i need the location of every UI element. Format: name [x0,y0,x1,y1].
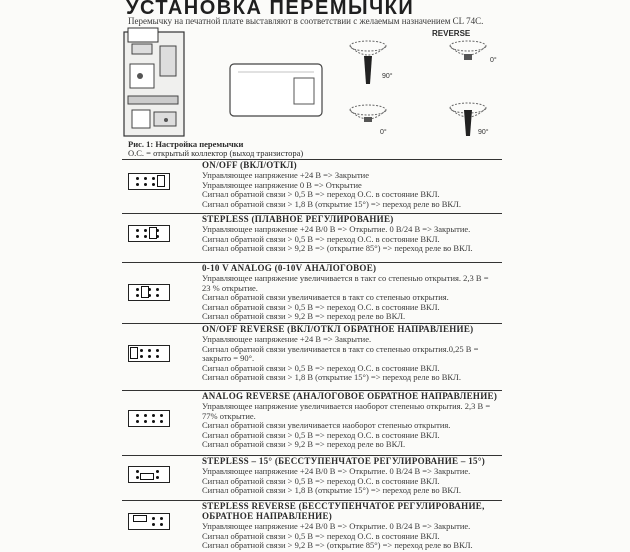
reverse-label: REVERSE [432,29,471,38]
section-line: Сигнал обратной связи > 0,5 В => переход О.С. в состояние ВКЛ. [202,189,440,200]
section-line: Сигнал обратной связи > 0,5 В => переход О.С. в состояние ВКЛ. [202,530,440,541]
section-heading: STEPLESS – 15° (БЕССТУПЕНЧАТОЕ РЕГУЛИРОВАНИЕ – 15°) [202,456,486,466]
jumper-diagram [128,225,170,242]
section-line: Управляющее напряжение +24 В/0 В => Открытие. 0 В/24 В => Закрытие. [202,466,471,476]
section-heading: STEPLESS (ПЛАВНОЕ РЕГУЛИРОВАНИЕ) [202,214,394,224]
section-analog-reverse [122,390,502,453]
section-line: Сигнал обратной связи > 9,2 В => (открытие 85°) => переход реле во ВКЛ. [202,540,473,551]
section-line: Сигнал обратной связи > 0,5 В => переход О.С. в состояние ВКЛ. [202,301,440,312]
section-heading-line: ОБРАТНОЕ НАПРАВЛЕНИЕ) [202,511,333,521]
valve-drawing-2 [450,41,486,60]
section-line: Управляющее напряжение увеличивается в такт со степенью открытия. 2,3 В = [202,273,489,283]
valve-drawing-1 [350,41,386,84]
jumper-diagram [128,173,170,190]
section-line: Сигнал обратной связи > 0,5 В => переход О.С. в состояние ВКЛ. [202,475,440,486]
figure-caption [128,140,303,158]
section-line: Сигнал обратной связи > 9,2 В => переход реле во ВКЛ. [202,439,406,450]
intro-text: Перемычку на печатной плате выставляют в соответствии с желаемым назначением CL 74C. [128,16,484,26]
section-line: Сигнал обратной связи > 1,8 В (открытие 15°) => переход реле во ВКЛ. [202,372,461,383]
section-heading [202,501,485,521]
section-line: Сигнал обратной связи > 1,8 В (открытие 15°) => переход реле во ВКЛ. [202,485,461,496]
section-line: Управляющее напряжение +24 В => Закрытие. [202,334,372,344]
section-line: 77% открытие. [202,410,256,421]
section-line: Сигнал обратной связи > 0,5 В => переход О.С. в состояние ВКЛ. [202,429,440,440]
section-line: Сигнал обратной связи > 1,8 В (открытие 15°) => переход реле во ВКЛ. [202,198,461,209]
section-heading: ANALOG REVERSE (АНАЛОГОВОЕ ОБРАТНОЕ НАПРАВЛЕНИЕ) [202,391,498,401]
angle-label-c: 0° [380,129,387,136]
angle-label-d: 90° [478,129,489,136]
section-divider [122,159,502,160]
section-line: Сигнал обратной связи увеличивается в такт со степенью открытия. [202,292,449,303]
section-line: Сигнал обратной связи увеличивается в такт со степенью открытия.0,25 В = [202,343,479,354]
section-heading: 0-10 V ANALOG (0-10V АНАЛОГОВОЕ) [202,263,377,273]
section-line: закрыто = 90°. [202,353,255,364]
section-analog [122,262,502,322]
section-line: Управляющее напряжение 0 В => Открытие [202,179,362,190]
valve-drawing-3 [350,105,386,122]
section-stepless [122,213,502,261]
jumper-diagram [128,284,170,301]
section-line: Сигнал обратной связи > 9,2 В => переход реле во ВКЛ. [202,311,406,322]
section-stepless-15 [122,455,502,499]
jumper-diagram [128,410,170,427]
page-title: УСТАНОВКА ПЕРЕМЫЧКИ [126,0,415,19]
figure-caption-note: О.С. = открытый коллектор (выход транзистора) [128,148,304,158]
section-line: Управляющее напряжение +24 В/0 В => Открытие. 0 В/24 В => Закрытие. [202,224,471,234]
section-stepless-reverse [122,500,502,552]
section-line: Управляющее напряжение +24 В => Закрытие [202,170,369,180]
jumper-diagram [128,513,170,530]
figure-caption-label: Рис. 1: Настройка перемычки [128,139,244,149]
section-heading: ON/OFF (ВКЛ/ОТКЛ) [202,160,297,170]
section-line: Управляющее напряжение +24 В/0 В => Открытие. 0 В/24 В => Закрытие. [202,521,471,531]
section-line: Сигнал обратной связи > 0,5 В => переход О.С. в состояние ВКЛ. [202,362,440,373]
section-heading-line: STEPLESS REVERSE (БЕССТУПЕНЧАТОЕ РЕГУЛИРОВАНИЕ, [202,501,485,511]
section-line: Сигнал обратной связи > 9,2 В => (открытие 85°) => переход реле во ВКЛ. [202,243,473,254]
jumper-figure [118,24,518,140]
pcb-illustration [124,28,184,136]
section-line: 23 % открытие. [202,282,258,293]
section-line: Сигнал обратной связи увеличивается наоборот степенью открытия. [202,420,451,431]
jumper-diagram [128,345,170,362]
section-line: Управляющее напряжение увеличивается наоборот степенью открытия. 2,3 В = [202,401,491,411]
section-on-off [122,159,502,209]
section-heading: ON/OFF REVERSE (ВКЛ/ОТКЛ ОБРАТНОЕ НАПРАВЛЕНИЕ) [202,324,474,334]
angle-label-b: 0° [490,57,497,64]
board-outline [230,64,322,116]
section-on-off-reverse [122,323,502,389]
section-line: Сигнал обратной связи > 0,5 В => переход О.С. в состояние ВКЛ. [202,233,440,244]
jumper-diagram [128,466,170,483]
angle-label-a: 90° [382,73,393,80]
